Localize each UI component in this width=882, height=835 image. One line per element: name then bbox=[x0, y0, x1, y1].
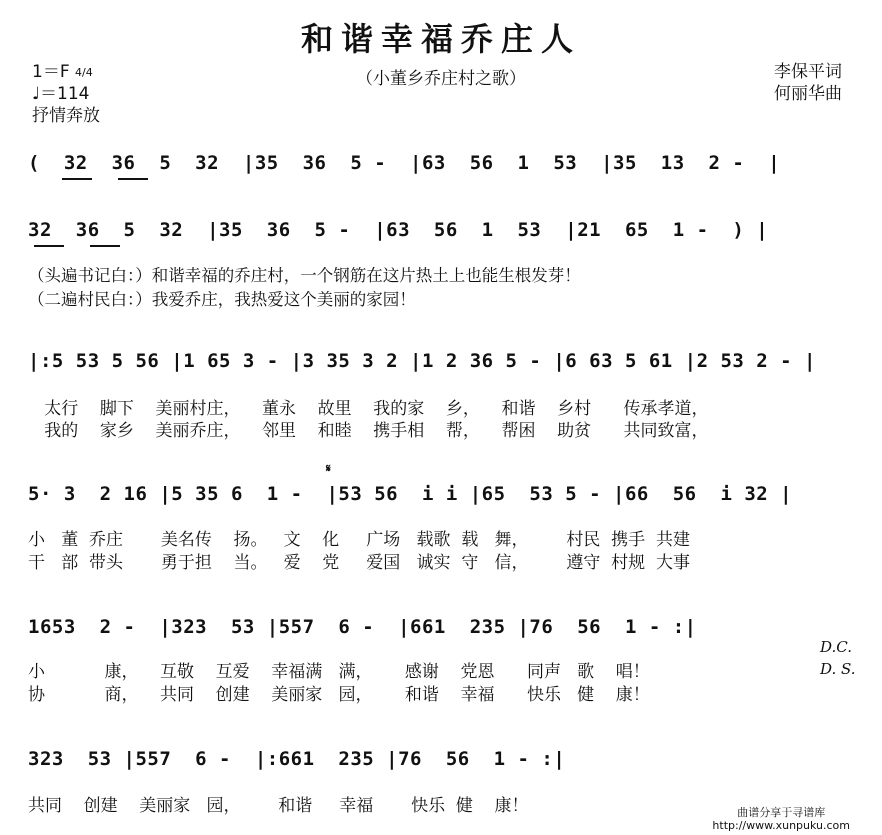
da-capo-mark: D.C. bbox=[820, 638, 852, 656]
watermark-line-2: http://www.xunpuku.com bbox=[712, 819, 850, 832]
verse-lyric-row-3a: 小 康， 互敬 互爱 幸福满 满， 感谢 党恩 同声 歌 唱！ bbox=[28, 662, 650, 682]
spoken-line-1: （头遍书记白：）和谐幸福的乔庄村，一个钢筋在这片热土上也能生根发芽！ bbox=[28, 266, 581, 285]
watermark-line-1: 曲谱分享于寻谱库 bbox=[737, 806, 826, 819]
verse-lyric-row-2a: 小 董 乔庄 美名传 扬。 文 化 广场 载歌 载 舞， 村民 携手 共建 bbox=[28, 530, 690, 550]
dal-segno-mark: D. S. bbox=[820, 660, 856, 678]
lyricist-credit: 李保平词 bbox=[774, 62, 842, 82]
verse-notation-row-2: 5· 3 2 16 |5 35 6 1 - |53 56 i i |65 53 5 - |66 56 i 32 | bbox=[28, 483, 793, 505]
verse-notation-row-3: 1653 2 - |323 53 |557 6 - |661 235 |76 56 1 - :| bbox=[28, 616, 697, 638]
verse-lyric-row-1b: 我的 家乡 美丽乔庄， 邻里 和睦 携手相 帮， 帮困 助贫 共同致富， bbox=[28, 421, 709, 441]
expression-marking: 抒情奔放 bbox=[32, 106, 100, 126]
intro-notation-row-1: ( 32 36 5 32 |35 36 5 - |63 56 1 53 |35 13 2 - | bbox=[28, 152, 781, 174]
intro-notation-row-2: 32 36 5 32 |35 36 5 - |63 56 1 53 |21 65 1 - ) | bbox=[28, 219, 769, 241]
beam bbox=[118, 178, 148, 180]
spoken-line-2: （二遍村民白：）我爱乔庄，我热爱这个美丽的家园！ bbox=[28, 290, 416, 309]
key-signature bbox=[32, 62, 93, 83]
composer-credit: 何丽华曲 bbox=[774, 84, 842, 104]
tempo-marking: ♩＝114 bbox=[32, 84, 90, 104]
time-signature: 4/4 bbox=[75, 65, 93, 79]
song-title: 和谐幸福乔庄人 bbox=[300, 20, 581, 58]
verse-lyric-row-2b: 干 部 带头 勇于担 当。 爱 党 爱国 诚实 守 信， 遵守 村规 大事 bbox=[28, 553, 690, 573]
watermark bbox=[712, 806, 850, 832]
coda-notation-row: 323 53 |557 6 - |:661 235 |76 56 1 - :| bbox=[28, 748, 566, 770]
coda-lyric-row: 共同 创建 美丽家 园， 和谐 幸福 快乐 健 康！ bbox=[28, 796, 529, 816]
verse-lyric-row-1a: 太行 脚下 美丽村庄， 董永 故里 我的家 乡， 和谐 乡村 传承孝道， bbox=[28, 399, 709, 419]
key-label: 1＝F bbox=[32, 62, 70, 82]
beam bbox=[62, 178, 92, 180]
verse-lyric-row-3b: 协 商， 共同 创建 美丽家 园， 和谐 幸福 快乐 健 康！ bbox=[28, 685, 650, 705]
segno-sign: 𝄋 bbox=[326, 462, 331, 475]
song-subtitle: （小董乡乔庄村之歌） bbox=[356, 69, 526, 89]
beam bbox=[34, 245, 64, 247]
beam bbox=[90, 245, 120, 247]
verse-notation-row-1: |:5 53 5 56 |1 65 3 - |3 35 3 2 |1 2 36 5 - |6 63 5 61 |2 53 2 - | bbox=[28, 350, 816, 372]
